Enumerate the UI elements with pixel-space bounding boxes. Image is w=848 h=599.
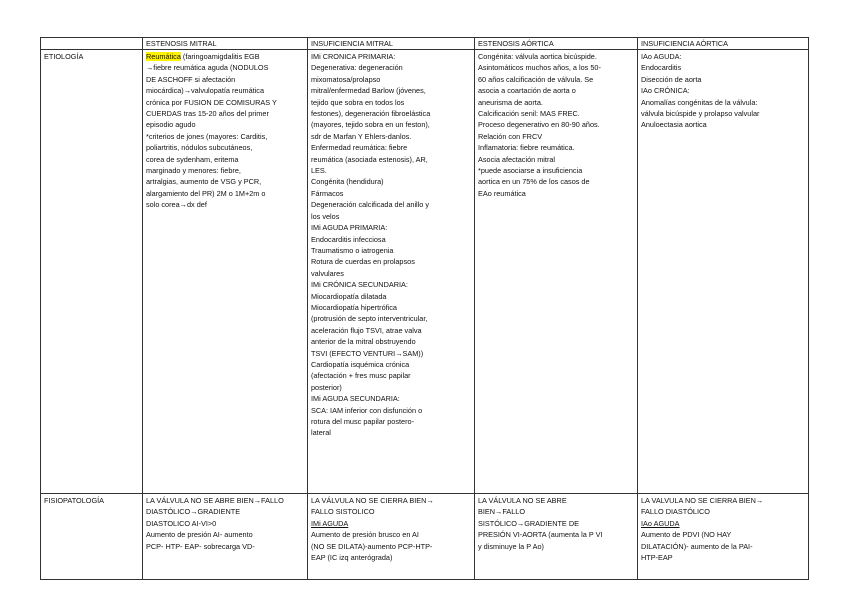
cell-line: LA VÁLVULA NO SE CIERRA BIEN→ — [311, 496, 434, 505]
cell-line: LA VALVULA NO SE CIERRA BIEN→ — [641, 496, 764, 505]
cell-line: PCP- HTP- EAP- sobrecarga VD- — [146, 541, 255, 551]
cell-line: BIEN→FALLO — [478, 507, 526, 517]
cell-line: alargamiento del PR) 2M o 1M+2m o — [146, 188, 266, 198]
cell-line: Calcificación senil: MAS FREC. — [478, 109, 580, 119]
cell-line: Rotura de cuerdas en prolapsos — [311, 257, 415, 267]
cell-line — [641, 518, 805, 529]
cell-line: LA VÁLVULA NO SE ABRE BIEN→FALLO — [146, 496, 284, 505]
cell-line: EAP (IC izq anterógrada) — [311, 553, 393, 563]
cell-line — [146, 51, 304, 62]
cell-line: Aumento de presión brusco en AI — [311, 530, 419, 540]
cell-line: *criterios de jones (mayores: Carditis, — [146, 131, 268, 141]
cell-line: solo corea→dx def — [146, 200, 207, 210]
cell-line: (mayores, tejido sobra en un feston), — [311, 120, 430, 130]
cell-line: IMi AGUDA SECUNDARIA: — [311, 394, 400, 404]
cell-line: artralgias, aumento de VSG y PCR, — [146, 177, 262, 187]
cell-line: aneurisma de aorta. — [478, 97, 543, 107]
cell-line: mixomatosa/prolapso — [311, 74, 381, 84]
cell-line: válvula bicúspide y prolapso valvular — [641, 109, 760, 119]
cell-line: IMi AGUDA PRIMARIA: — [311, 223, 388, 233]
cell-etiologia-estenosis-mitral — [143, 50, 308, 494]
cell-line: Aumento de presión AI- aumento — [146, 530, 253, 540]
cell-line: CUERDAS tras 15-20 años del primer — [146, 109, 269, 119]
cell-line: y disminuye la P Ao) — [478, 541, 544, 551]
cell-line: anterior de la mitral obstruyendo — [311, 337, 416, 347]
cell-line: Relación con FRCV — [478, 131, 543, 141]
cell-line: IAo CRÓNICA: — [641, 86, 690, 96]
cell-line: Asintomáticos muchos años, a los 50- — [478, 63, 601, 73]
cell-line: aortica en un 75% de los casos de — [478, 177, 590, 187]
cell-line: festones), degeneración fibroelástica — [311, 109, 431, 119]
cell-line: DE ASCHOFF si afectación — [146, 74, 236, 84]
cell-line: valvulares — [311, 268, 344, 278]
cell-line: Disección de aorta — [641, 74, 702, 84]
cell-line: FALLO SISTOLICO — [311, 507, 375, 517]
cell-etiologia-insuficiencia-aortica — [638, 50, 809, 494]
cell-line: mitral/enfermedad Barlow (jóvenes, — [311, 86, 426, 96]
cell-line: los velos — [311, 211, 340, 221]
cell-line: Anuloectasia aortica — [641, 120, 707, 130]
cell-line: lateral — [311, 428, 331, 438]
cell-line: *puede asociarse a insuficiencia — [478, 166, 583, 176]
cell-line: miocárdica)→valvulopatía reumática — [146, 86, 265, 96]
cell-line: Endocarditis — [641, 63, 682, 73]
cell-line: (protrusión de septo interventricular, — [311, 314, 428, 324]
cell-etiologia-insuficiencia-mitral — [308, 50, 475, 494]
cell-line: Traumatismo o iatrogenia — [311, 245, 394, 255]
cell-line: marginado y menores: fiebre, — [146, 166, 241, 176]
cell-fisiopatologia-estenosis-mitral — [143, 494, 308, 580]
header-cell-estenosis-aortica: ESTENOSIS AÓRTICA — [475, 38, 638, 50]
header-cell-insuficiencia-mitral: INSUFICIENCIA MITRAL — [308, 38, 475, 50]
cell-line: DIASTOLICO AI-VI>0 — [146, 518, 217, 528]
cell-fisiopatologia-insuficiencia-aortica — [638, 494, 809, 580]
cell-line: Miocardiopatía hipertrófica — [311, 302, 397, 312]
cell-line: Aumento de PDVI (NO HAY — [641, 530, 732, 540]
cell-line: HTP-EAP — [641, 553, 673, 563]
cell-line: DIASTÓLICO→GRADIENTE — [146, 507, 241, 517]
cell-line — [311, 518, 471, 529]
cell-line: (NO SE DILATA)-aumento PCP-HTP- — [311, 541, 433, 551]
header-cell-insuficiencia-aortica: INSUFICIENCIA AÓRTICA — [638, 38, 809, 50]
cell-line: TSVI (EFECTO VENTURI→SAM)) — [311, 348, 424, 358]
cell-line: poliartritis, nódulos subcutáneos, — [146, 143, 253, 153]
cell-line: Degenerativa: degeneración — [311, 63, 403, 73]
header-row — [41, 38, 809, 50]
underlined-subheading: IAo AGUDA — [641, 518, 680, 528]
row-etiologia — [41, 50, 809, 494]
cell-line: Enfermedad reumática: fiebre — [311, 143, 408, 153]
cell-line: Proceso degenerativo en 80-90 años. — [478, 120, 600, 130]
cell-line: rotura del musc papilar postero- — [311, 417, 415, 426]
cell-line: 60 años calcificación de válvula. Se — [478, 74, 594, 84]
valvulopathy-table — [40, 37, 809, 580]
cell-line: sdr de Marfan Y Ehlers-danlos. — [311, 131, 412, 141]
cell-line: aceleración flujo TSVI, atrae valva — [311, 325, 422, 335]
cell-line: reumática (asociada estenosis), AR, — [311, 154, 428, 164]
underlined-subheading: IMi AGUDA — [311, 518, 349, 528]
cell-line: Congénita: válvula aortica bicúspide. — [478, 52, 597, 61]
cell-line: Cardiopatía isquémica crónica — [311, 359, 410, 369]
row-label-etiologia: ETIOLOGÍA — [41, 50, 143, 494]
cell-line: IMi CRÓNICA SECUNDARIA: — [311, 280, 408, 290]
cell-line: LA VÁLVULA NO SE ABRE — [478, 496, 567, 505]
cell-fisiopatologia-insuficiencia-mitral — [308, 494, 475, 580]
cell-line: corea de sydenham, eritema — [146, 154, 239, 164]
cell-line: Miocardiopatía dilatada — [311, 291, 387, 301]
cell-line: Fármacos — [311, 188, 344, 198]
cell-line: posterior) — [311, 382, 342, 392]
cell-line: Degeneración calcificada del anillo y — [311, 200, 430, 210]
line-text: (faringoamigdalitis EGB — [180, 52, 260, 61]
highlighted-text: Reumática — [146, 52, 181, 61]
cell-line: SCA: IAM inferior con disfunción o — [311, 405, 423, 415]
cell-line: LES. — [311, 166, 327, 176]
cell-line: →fiebre reumática aguda (NODULOS — [146, 63, 269, 73]
cell-line: Inflamatoria: fiebre reumática. — [478, 143, 575, 153]
cell-line: Congénita (hendidura) — [311, 177, 384, 187]
cell-etiologia-estenosis-aortica — [475, 50, 638, 494]
cell-fisiopatologia-estenosis-aortica — [475, 494, 638, 580]
cell-line: tejido que sobra en todos los — [311, 97, 405, 107]
cell-line: IMi CRONICA PRIMARIA: — [311, 52, 396, 61]
cell-line: SISTÓLICO→GRADIENTE DE — [478, 518, 579, 528]
header-cell-empty — [41, 38, 143, 50]
cell-line: PRESIÓN VI-AORTA (aumenta la P VI — [478, 530, 603, 540]
cell-line: (afectación + fres musc papilar — [311, 371, 411, 381]
cell-line: IAo AGUDA: — [641, 52, 682, 61]
header-cell-estenosis-mitral: ESTENOSIS MITRAL — [143, 38, 308, 50]
cell-line: asocia a coartación de aorta o — [478, 86, 576, 96]
cell-line: DILATACIÓN)- aumento de la PAI- — [641, 541, 753, 551]
cell-line: episodio agudo — [146, 120, 196, 130]
cell-line: Anomalías congénitas de la válvula: — [641, 97, 758, 107]
row-fisiopatologia — [41, 494, 809, 580]
cell-line: crónica por FUSION DE COMISURAS Y — [146, 97, 277, 107]
cell-line: Asocia afectación mitral — [478, 154, 556, 164]
cell-line: EAo reumática — [478, 188, 526, 198]
row-label-fisiopatologia: FISIOPATOLOGÍA — [41, 494, 143, 580]
cell-line: FALLO DIASTÓLICO — [641, 507, 710, 517]
cell-line: Endocarditis infecciosa — [311, 234, 386, 244]
